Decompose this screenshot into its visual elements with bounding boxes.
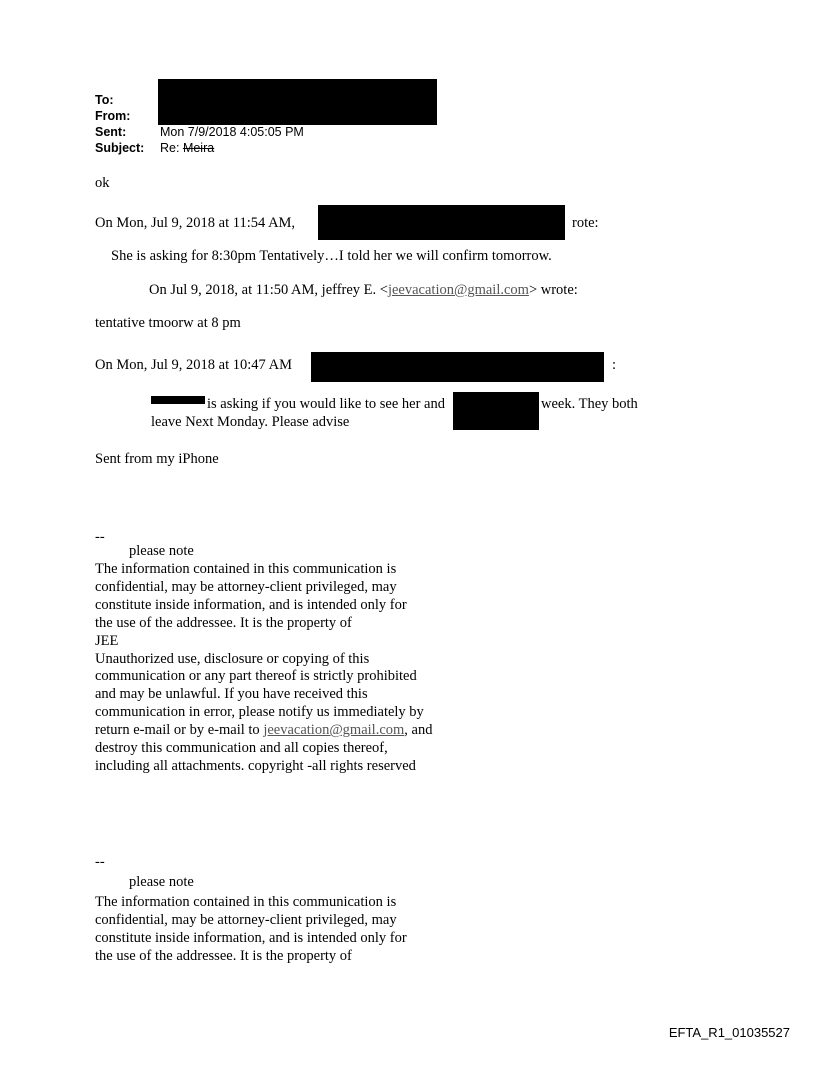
quote1-header-end: rote: <box>572 215 599 231</box>
subject-prefix: Re: <box>160 141 180 155</box>
disclaimer-line: communication in error, please notify us immediately by <box>95 704 424 721</box>
disclaimer-line <box>95 722 432 740</box>
quote3-line2: leave Next Monday. Please advise <box>151 414 350 430</box>
quote1-header <box>95 215 295 231</box>
disclaimer-line: Unauthorized use, disclosure or copying of this <box>95 650 370 667</box>
from-label: From: <box>95 109 131 123</box>
disclaimer-line: including all attachments. copyright -all rights reserved <box>95 757 416 774</box>
email-post: , and <box>404 722 433 739</box>
quote3-header: On Mon, Jul 9, 2018 at 10:47 AM <box>95 357 292 373</box>
disclaimer-line: The information contained in this communication is <box>95 894 397 910</box>
disclaimer-line: constitute inside information, and is intended only for <box>95 596 407 613</box>
disclaimer-line: confidential, may be attorney-client privileged, may <box>95 912 397 928</box>
quote2-header-start: On Jul 9, 2018, at 11:50 AM, jeffrey E. < <box>149 282 388 298</box>
quote3-header-end: : <box>612 357 617 373</box>
quote2-header <box>149 282 578 298</box>
sent-label: Sent: <box>95 125 127 139</box>
quote3-line1: is asking if you would like to see her and <box>207 396 445 412</box>
signature: Sent from my iPhone <box>95 451 219 467</box>
disclaimer-line: the use of the addressee. It is the property of <box>95 614 352 631</box>
quote1-header-start: On Mon, Jul 9, 2018 at 11:54 AM, <box>95 215 296 231</box>
subject-struck: Meira <box>182 141 215 155</box>
disclaimer-line: JEE <box>95 632 119 649</box>
redaction-box <box>453 392 539 430</box>
disclaimer-line: destroy this communication and all copies thereof, <box>95 740 388 757</box>
quote2-text: tentative tmoorw at 8 pm <box>95 315 241 331</box>
reply-text: ok <box>95 175 110 191</box>
redaction-box <box>158 79 437 125</box>
document-id: EFTA_R1_01035527 <box>668 1025 790 1040</box>
email-link[interactable]: jeevacation@gmail.com <box>263 722 405 739</box>
redaction-box <box>311 352 604 382</box>
email-link[interactable]: jeevacation@gmail.com <box>387 282 529 298</box>
please-note: please note <box>129 874 194 890</box>
to-label: To: <box>95 93 114 107</box>
disclaimer-2 <box>95 893 407 965</box>
separator: -- <box>95 854 105 870</box>
subject-value <box>160 140 214 156</box>
email-pre: return e-mail or by e-mail to <box>95 722 264 739</box>
disclaimer-line: The information contained in this communication is <box>95 561 397 577</box>
redaction-box <box>151 396 205 404</box>
quote2-header-end: > wrote: <box>528 282 578 298</box>
disclaimer-line: constitute inside information, and is intended only for <box>95 930 407 946</box>
please-note: please note <box>129 543 194 559</box>
disclaimer-1 <box>95 561 432 776</box>
disclaimer-line: and may be unlawful. If you have received this <box>95 686 368 703</box>
disclaimer-line: the use of the addressee. It is the property of <box>95 948 352 964</box>
sent-value: Mon 7/9/2018 4:05:05 PM <box>160 125 304 139</box>
subject-label: Subject: <box>95 141 145 155</box>
redaction-box <box>318 205 565 240</box>
quote3-line1-end: week. They both <box>541 396 638 412</box>
quote1-text: She is asking for 8:30pm Tentatively…I told her we will confirm tomorrow. <box>111 248 552 264</box>
disclaimer-line: confidential, may be attorney-client privileged, may <box>95 578 397 595</box>
separator: -- <box>95 529 105 545</box>
disclaimer-line: communication or any part thereof is strictly prohibited <box>95 668 417 685</box>
